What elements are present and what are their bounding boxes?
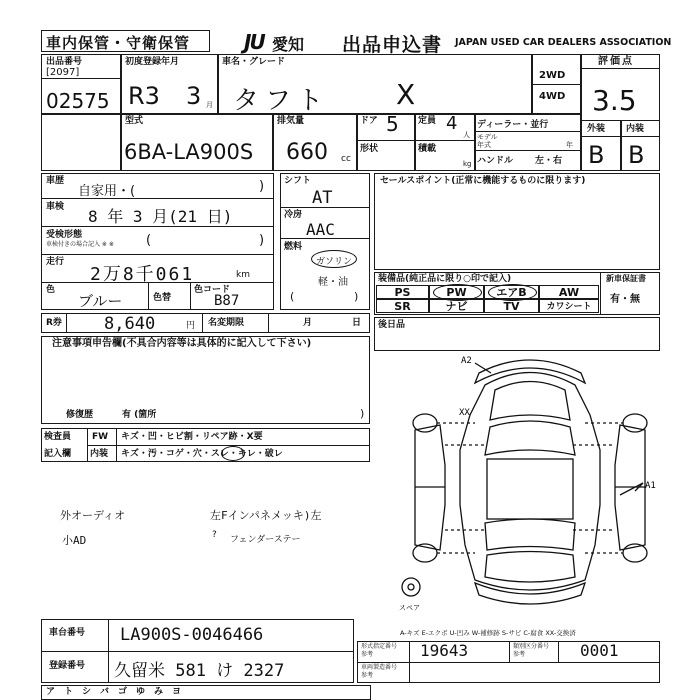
storage-label: 車内保管・守衛保管 xyxy=(46,34,191,52)
drive-2wd: 2WD xyxy=(539,70,566,81)
model-year-unit: 年 xyxy=(566,141,573,149)
int-label: 内装 xyxy=(90,449,109,459)
a1-pointer xyxy=(620,483,643,495)
maker-number-label: 車両製造番号 xyxy=(361,664,398,671)
shift-value: AT xyxy=(312,188,333,208)
name-change-month: 月 xyxy=(303,318,313,328)
class-number: 0001 xyxy=(580,641,619,660)
exterior-grade: B xyxy=(588,141,605,169)
name-change-label: 名変期限 xyxy=(208,318,245,328)
mileage-unit: km xyxy=(236,270,250,280)
damage-legend: A-キズ E-エクボ U-凹み W-補修跡 S-サビ C-腐食 XX-交換済 xyxy=(400,629,576,637)
repair-history-label: 修復歴 xyxy=(66,410,94,420)
car-damage-diagram xyxy=(395,355,665,625)
color-label: 色 xyxy=(46,285,56,295)
maker-number-label-2: 参考 xyxy=(361,672,374,679)
usage-value: 自家用・( xyxy=(78,184,136,199)
capacity-label: 定員 xyxy=(418,116,437,126)
car-front-bumper xyxy=(475,360,585,383)
equipment-item: TV xyxy=(484,299,539,313)
fuel-light: 軽・油 xyxy=(318,277,348,288)
shape-label: 形状 xyxy=(360,144,379,154)
chassis-value: LA900S-0046466 xyxy=(120,625,264,645)
first-reg-era-year: R3 xyxy=(128,82,160,110)
entry-label: 記入欄 xyxy=(44,449,72,459)
usage-label: 車歴 xyxy=(46,176,65,186)
after-box xyxy=(374,317,660,351)
load-label: 積載 xyxy=(418,144,437,154)
inspection-stamp-note: 車検付きの場合記入 ※ ※ xyxy=(46,241,114,248)
mark-a1: A1 xyxy=(645,481,656,491)
doors-label: ドア xyxy=(360,116,378,126)
chassis-label: 車台番号 xyxy=(49,628,86,638)
car-rear-window xyxy=(485,519,575,550)
inspection-stamp-value: ( xyxy=(146,233,152,248)
equipment-item: エアB xyxy=(484,285,539,299)
equipment-item: SR xyxy=(376,299,429,313)
repaint-label: 色替 xyxy=(153,293,172,303)
color-code-label: 色コード xyxy=(194,285,231,295)
remarks-line-3: 左Fインパネメッキ)左 xyxy=(210,509,322,522)
equipment-item: ナビ xyxy=(429,299,484,313)
car-body-outline xyxy=(460,373,600,591)
lot-number-label: 出品番号 xyxy=(46,57,83,67)
new-car-warranty-label: 新車保証書 xyxy=(606,274,646,283)
mark-a2: A2 xyxy=(461,356,472,366)
handle-label: ハンドル xyxy=(477,156,514,166)
model-grade-label: 車名・グレード xyxy=(222,57,286,67)
remarks-line-2: 小AD xyxy=(62,534,87,547)
new-car-warranty-value: 有・無 xyxy=(610,294,640,305)
recycle-value: 8,640 xyxy=(104,314,156,334)
form-number-label-2: 参考 xyxy=(361,651,374,658)
cc-unit: cc xyxy=(341,154,351,164)
spare-tire xyxy=(402,578,420,596)
recycle-label: R券 xyxy=(46,318,62,328)
equipment-item: PW xyxy=(429,285,484,299)
fuel-gasoline: ガソリン xyxy=(316,257,353,267)
dealer-label: ディーラー・並行 xyxy=(477,120,549,130)
int-values: キズ・汚・コゲ・穴・スレ・キレ・破レ xyxy=(121,449,283,459)
wheel-front-left xyxy=(413,414,437,432)
doors: 5 xyxy=(386,112,399,136)
equipment-item: AW xyxy=(539,285,599,299)
model-year-label-1: モデル xyxy=(477,133,498,141)
lot-sub-number: [2097] xyxy=(46,67,80,78)
cooling-label: 冷房 xyxy=(284,210,303,220)
spare-label: スペア xyxy=(399,604,420,612)
fw-values: キズ・凹・ヒビ割・リペア跡・X要 xyxy=(121,432,263,442)
inspection-stamp-label: 受検形態 xyxy=(46,230,83,240)
fw-label: FW xyxy=(92,432,109,442)
sales-points-label: セールスポイント(正常に機能するものに限ります) xyxy=(380,176,586,186)
capacity-unit: 人 xyxy=(463,131,470,139)
wheel-front-right xyxy=(623,414,647,432)
mileage-label: 走行 xyxy=(46,257,65,267)
cooling-value: AAC xyxy=(306,220,335,239)
repair-history-value: 有 (箇所 xyxy=(122,410,157,420)
color-value: ブルー xyxy=(78,292,123,310)
kg-unit: kg xyxy=(463,160,472,168)
inspection-value: 8 年 3 月(21 日) xyxy=(88,207,233,226)
exterior-label: 外装 xyxy=(587,124,606,134)
model-name: タフト xyxy=(233,86,330,116)
inspection-label: 車検 xyxy=(46,202,65,212)
org-name-en: JAPAN USED CAR DEALERS ASSOCIATION xyxy=(455,37,672,48)
bottom-row: ア ト シ バ ゴ ゆ み ヨ xyxy=(46,687,182,697)
equipment-item: カワシート xyxy=(539,299,599,313)
handle-value: 左・右 xyxy=(535,156,563,166)
first-reg-label: 初度登録年月 xyxy=(125,57,180,67)
org-name-jp: 愛知 xyxy=(272,35,305,54)
car-windshield xyxy=(485,421,575,455)
after-label: 後日品 xyxy=(378,320,406,330)
form-number-label: 形式指定番号 xyxy=(361,643,398,650)
model-year-label-2: 年式 xyxy=(477,141,491,149)
shift-label: シフト xyxy=(284,176,312,186)
fuel-paren: ( xyxy=(290,290,295,303)
displacement-label: 排気量 xyxy=(277,116,305,126)
grade: X xyxy=(396,78,416,111)
car-hood xyxy=(490,382,570,421)
sales-points-block xyxy=(374,173,660,270)
recycle-row xyxy=(41,313,370,333)
drive-4wd: 4WD xyxy=(539,91,566,102)
color-code: B87 xyxy=(214,293,240,309)
auction-sheet: 車内保管・守衛保管 JU 愛知 出品申込書 JAPAN USED CAR DEALERS ASSOCIATION 出品番号 [2097] 02575 初度登録年月 R3 3 月 車名・グレード タフト X 2WD 4WD 評価点 3.5 外装 内装 B B 型式 6BA-LA900S 排気量 660 cc ドア 5 定員 4 人 形状 積載 kg ディーラー・並行 モデル 年式 年 ハンドル 左・右 車歴 自家用・( ) 車検 8 年 3 月(21 日) 受検形態 車検付きの場合記入 ※ ※ ( ) 走行 2万8千061 km 色 ブルー 色替 色コード B87 シフト AT 冷房 AAC 燃料 ガソリン 軽・油 ( ) セールスポイント(正常に機能するものに限ります) 装備品(純正品に限り○印で記入) 新車保証書 有・無 PS PW エアB AW SR ナビ TV カワシート R券 8,640 円 名変期限 月 日 後日品 注意事項申告欄(不具合内容等は具体的に記入して下さい) 修復歴 有 (箇所 ) 検査員 記入欄 FW キズ・凹・ヒビ割・リペア跡・X要 内装 キズ・汚・コゲ・穴・スレ・キレ・破レ 外オーディオ 小AD 左Fインパネメッキ)左 フェンダーステー ? A2 XX A1 スペア A-キズ E-エクボ U-凹み W-補修跡 S-サビ C-腐食 XX-交換済 車台番号 LA900S-0046466 登録番号 久留米 581 け 2327 形式指定番号 参考 19643 類別区分番号 参考 0001 車両製造番号 参考 ア ト シ バ ゴ ゆ み ヨ xyxy=(0,0,700,700)
first-reg-month: 3 xyxy=(186,82,202,110)
month-unit: 月 xyxy=(206,101,213,109)
inspector-label: 検査員 xyxy=(44,432,72,442)
mileage-value: 2万8千061 xyxy=(90,264,195,285)
name-change-day: 日 xyxy=(352,318,362,328)
model-code-label: 型式 xyxy=(125,116,144,126)
class-number-label-2: 参考 xyxy=(513,651,526,658)
displacement: 660 xyxy=(286,140,328,165)
lot-number: 02575 xyxy=(46,89,110,113)
form-number: 19643 xyxy=(420,641,469,660)
model-code: 6BA-LA900S xyxy=(124,140,254,164)
document-title: 出品申込書 xyxy=(342,34,443,56)
org-logo: JU xyxy=(244,30,264,54)
car-roof xyxy=(487,459,573,519)
remarks-line-4: フェンダーステー xyxy=(230,535,301,545)
car-rear-bumper xyxy=(475,583,585,604)
score: 3.5 xyxy=(592,84,637,117)
plate-value: 久留米 581 け 2327 xyxy=(114,661,285,681)
notes-label: 注意事項申告欄(不具合内容等は具体的に記入して下さい) xyxy=(52,338,312,349)
plate-label: 登録番号 xyxy=(49,661,86,671)
class-number-label: 類別区分番号 xyxy=(513,643,550,650)
equipment-item: PS xyxy=(376,285,429,299)
car-trunk xyxy=(485,552,575,583)
fuel-label: 燃料 xyxy=(284,242,303,252)
interior-grade: B xyxy=(628,141,645,169)
score-label: 評価点 xyxy=(598,56,634,67)
mark-xx: XX xyxy=(459,408,470,418)
recycle-unit: 円 xyxy=(186,321,196,331)
remarks-line-1: 外オーディオ xyxy=(60,509,126,522)
capacity: 4 xyxy=(446,113,458,134)
interior-label: 内装 xyxy=(626,124,645,134)
equipment-label: 装備品(純正品に限り○印で記入) xyxy=(378,274,512,284)
